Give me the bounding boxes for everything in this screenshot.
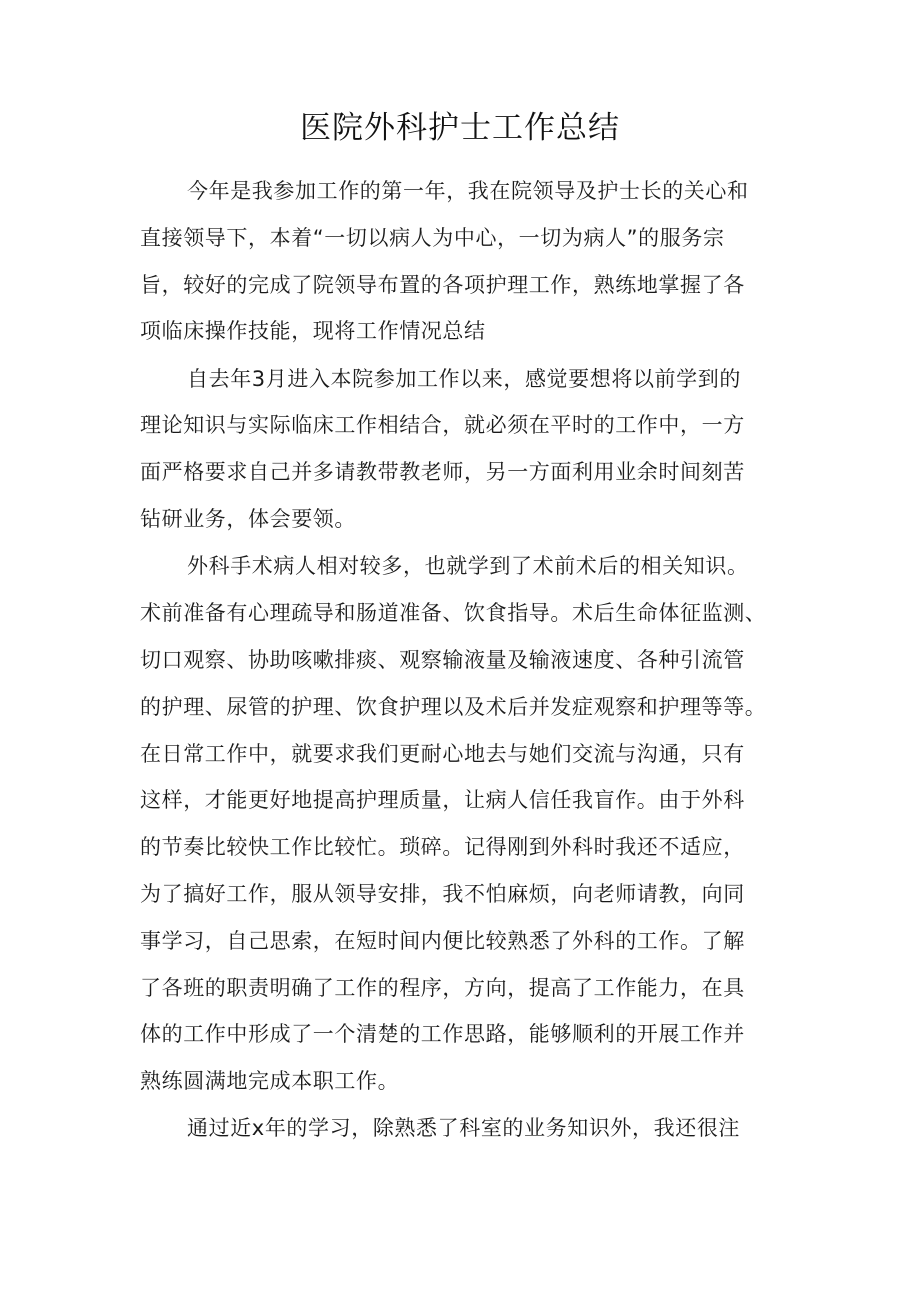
paragraph-line: 今年是我参加工作的第一年，我在院领导及护士长的关心和 bbox=[187, 179, 749, 203]
paragraph-line: 的节奏比较快工作比较忙。琐碎。记得刚到外科时我还不适应， bbox=[140, 835, 745, 860]
paragraph-line: 体的工作中形成了一个清楚的工作思路，能够顺利的开展工作并 bbox=[140, 1022, 745, 1047]
paragraph-line: 切口观察、协助咳嗽排痰、观察输液量及输液速度、各种引流管 bbox=[140, 647, 745, 672]
paragraph-2 bbox=[140, 356, 800, 543]
paragraph-line: 自去年3月进入本院参加工作以来，感觉要想将以前学到的 bbox=[187, 366, 741, 391]
paragraph-line: 旨，较好的完成了院领导布置的各项护理工作，熟练地掌握了各 bbox=[140, 272, 745, 297]
paragraph-line: 外科手术病人相对较多，也就学到了术前术后的相关知识。 bbox=[187, 554, 749, 579]
paragraph-line: 为了搞好工作，服从领导安排，我不怕麻烦，向老师请教，向同 bbox=[140, 881, 745, 906]
paragraph-1 bbox=[140, 168, 800, 355]
paragraph-line: 通过近x年的学习，除熟悉了科室的业务知识外，我还很注 bbox=[187, 1116, 741, 1141]
paragraph-line: 这样，才能更好地提高护理质量，让病人信任我盲作。由于外科 bbox=[140, 788, 745, 813]
paragraph-line: 面严格要求自己并多请教带教老师，另一方面利用业余时间刻苦 bbox=[140, 460, 745, 485]
paragraph-line: 在日常工作中，就要求我们更耐心地去与她们交流与沟通，只有 bbox=[140, 741, 745, 766]
paragraph-line: 理论知识与实际临床工作相结合，就必须在平时的工作中，一方 bbox=[140, 413, 745, 438]
paragraph-4 bbox=[140, 1105, 800, 1152]
paragraph-line: 术前准备有心理疏导和肠道准备、饮食指导。术后生命体征监测、 bbox=[140, 601, 767, 626]
paragraph-line: 钻研业务，体会要领。 bbox=[140, 507, 356, 532]
document-title: 医院外科护士工作总结 bbox=[300, 110, 620, 146]
document-body bbox=[140, 168, 800, 1153]
paragraph-3 bbox=[140, 543, 800, 1105]
paragraph-line: 的护理、尿管的护理、饮食护理以及术后并发症观察和护理等等。 bbox=[140, 694, 767, 719]
paragraph-line: 直接领导下，本着“一切以病人为中心，一切为病人”的服务宗 bbox=[140, 225, 725, 250]
paragraph-line: 事学习，自己思索，在短时间内便比较熟悉了外科的工作。了解 bbox=[140, 928, 745, 953]
paragraph-line: 项临床操作技能，现将工作情况总结 bbox=[140, 319, 486, 344]
paragraph-line: 了各班的职责明确了工作的程序，方向，提高了工作能力，在具 bbox=[140, 975, 745, 1000]
paragraph-line: 熟练圆满地完成本职工作。 bbox=[140, 1069, 400, 1094]
